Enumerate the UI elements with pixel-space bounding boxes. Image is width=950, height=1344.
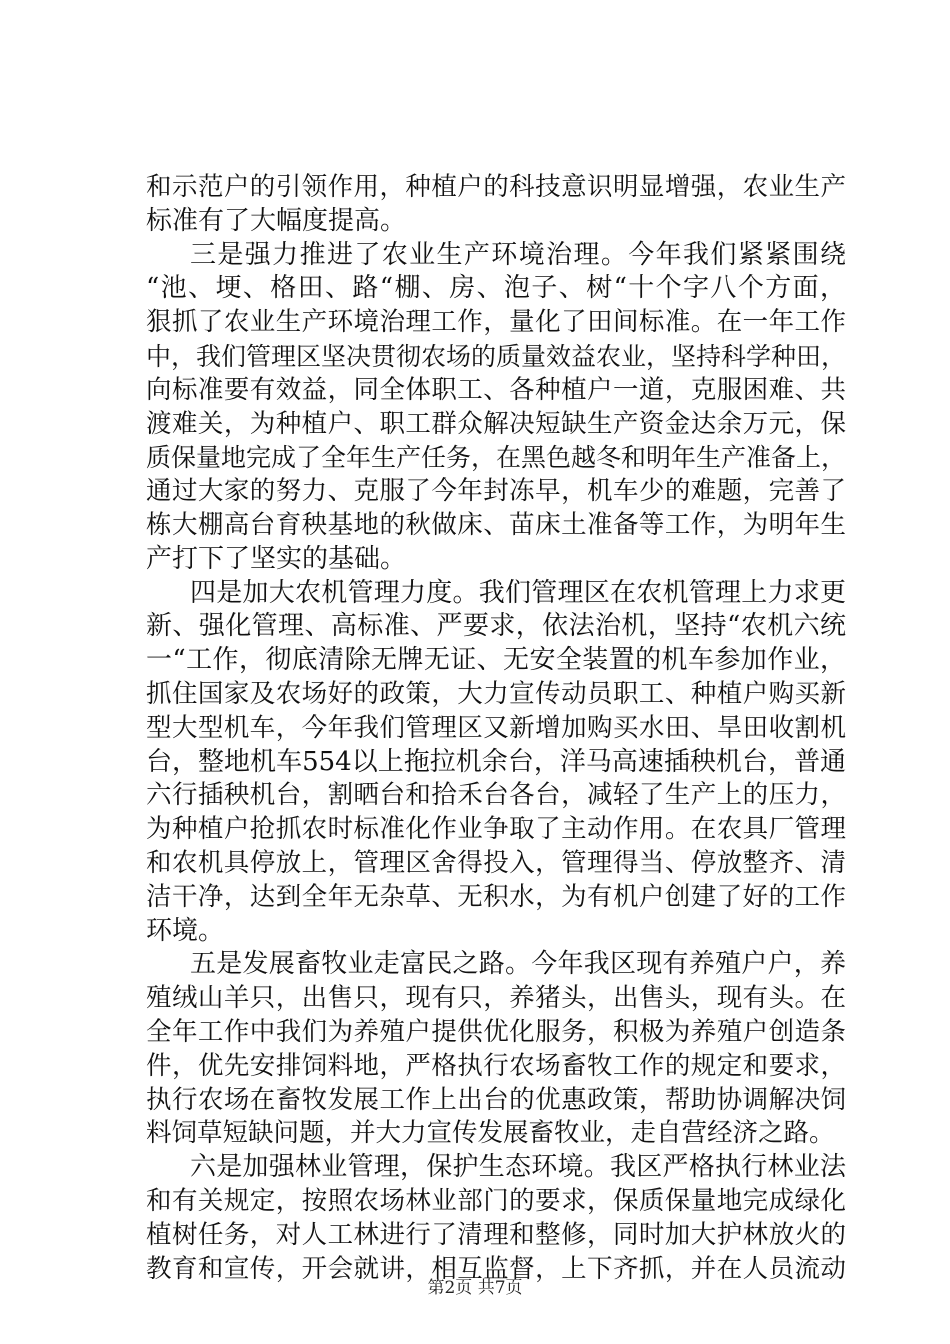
text-line: 型大型机车，今年我们管理区又新增加购买水田、旱田收割机	[146, 712, 846, 743]
text-line: 六行插秧机台，割晒台和拾禾台各台，减轻了生产上的压力，	[146, 780, 846, 811]
text-line: 件，优先安排饲料地，严格执行农场畜牧工作的规定和要求，	[146, 1050, 846, 1081]
text-line: 和有关规定，按照农场林业部门的要求，保质保量地完成绿化	[146, 1185, 846, 1216]
text-line: 一“工作，彻底清除无牌无证、无安全装置的机车参加作业，	[146, 645, 846, 676]
text-line: 殖绒山羊只，出售只，现有只，养猪头，出售头，现有头。在	[146, 983, 846, 1014]
text-line: 全年工作中我们为养殖户提供优化服务，积极为养殖户创造条	[146, 1016, 846, 1047]
text-line: 四是加大农机管理力度。我们管理区在农机管理上力求更	[190, 577, 846, 608]
text-line: 六是加强林业管理，保护生态环境。我区严格执行林业法	[190, 1152, 846, 1183]
text-line: 料饲草短缺问题，并大力宣传发展畜牧业，走自营经济之路。	[146, 1118, 835, 1149]
text-line: 三是强力推进了农业生产环境治理。今年我们紧紧围绕	[190, 239, 846, 270]
text-line: 通过大家的努力、克服了今年封冻早，机车少的难题，完善了	[146, 476, 846, 507]
text-line: 中，我们管理区坚决贯彻农场的质量效益农业，坚持科学种田，	[146, 341, 847, 371]
text-line: 和农机具停放上，管理区舍得投入，管理得当、停放整齐、清	[146, 847, 846, 878]
text-line: 为种植户抢抓农时标准化作业争取了主动作用。在农具厂管理	[146, 814, 846, 845]
text-line: 洁干净，达到全年无杂草、无积水，为有机户创建了好的工作	[146, 881, 846, 912]
text-line: 新、强化管理、高标准、严要求，依法治机，坚持“农机六统	[146, 611, 846, 642]
text-line: 五是发展畜牧业走富民之路。今年我区现有养殖户户，养	[190, 949, 846, 980]
text-line: 环境。	[146, 915, 225, 946]
text-line: 标准有了大幅度提高。	[146, 205, 407, 236]
document-body	[146, 171, 846, 1286]
text-line: 和示范户的引领作用，种植户的科技意识明显增强，农业生产	[146, 172, 846, 202]
text-line: 植树任务，对人工林进行了清理和整修，同时加大护林放火的	[146, 1219, 846, 1250]
text-line: 栋大棚高台育秧基地的秋做床、苗床土准备等工作，为明年生	[146, 509, 846, 540]
text-line: 教育和宣传，开会就讲，相互监督，上下齐抓，并在人员流动	[146, 1253, 846, 1284]
text-line: 执行农场在畜牧发展工作上出台的优惠政策，帮助协调解决饲	[146, 1084, 846, 1115]
text-line: 向标准要有效益，同全体职工、各种植户一道，克服困难、共	[146, 374, 846, 405]
page-footer: 第2页 共7页	[427, 1278, 523, 1298]
text-line: “池、埂、格田、路“棚、房、泡子、树“十个字八个方面，	[146, 273, 846, 304]
text-line: 质保量地完成了全年生产任务，在黑色越冬和明年生产准备上，	[146, 443, 847, 473]
text-line: 渡难关，为种植户、职工群众解决短缺生产资金达余万元，保	[146, 408, 846, 439]
text-line: 抓住国家及农场好的政策，大力宣传动员职工、种植户购买新	[146, 678, 846, 709]
text-line: 台，整地机车554以上拖拉机余台，洋马高速插秧机台，普通	[146, 746, 846, 777]
text-line: 狠抓了农业生产环境治理工作，量化了田间标准。在一年工作	[146, 307, 846, 338]
text-line: 产打下了坚实的基础。	[146, 543, 407, 574]
